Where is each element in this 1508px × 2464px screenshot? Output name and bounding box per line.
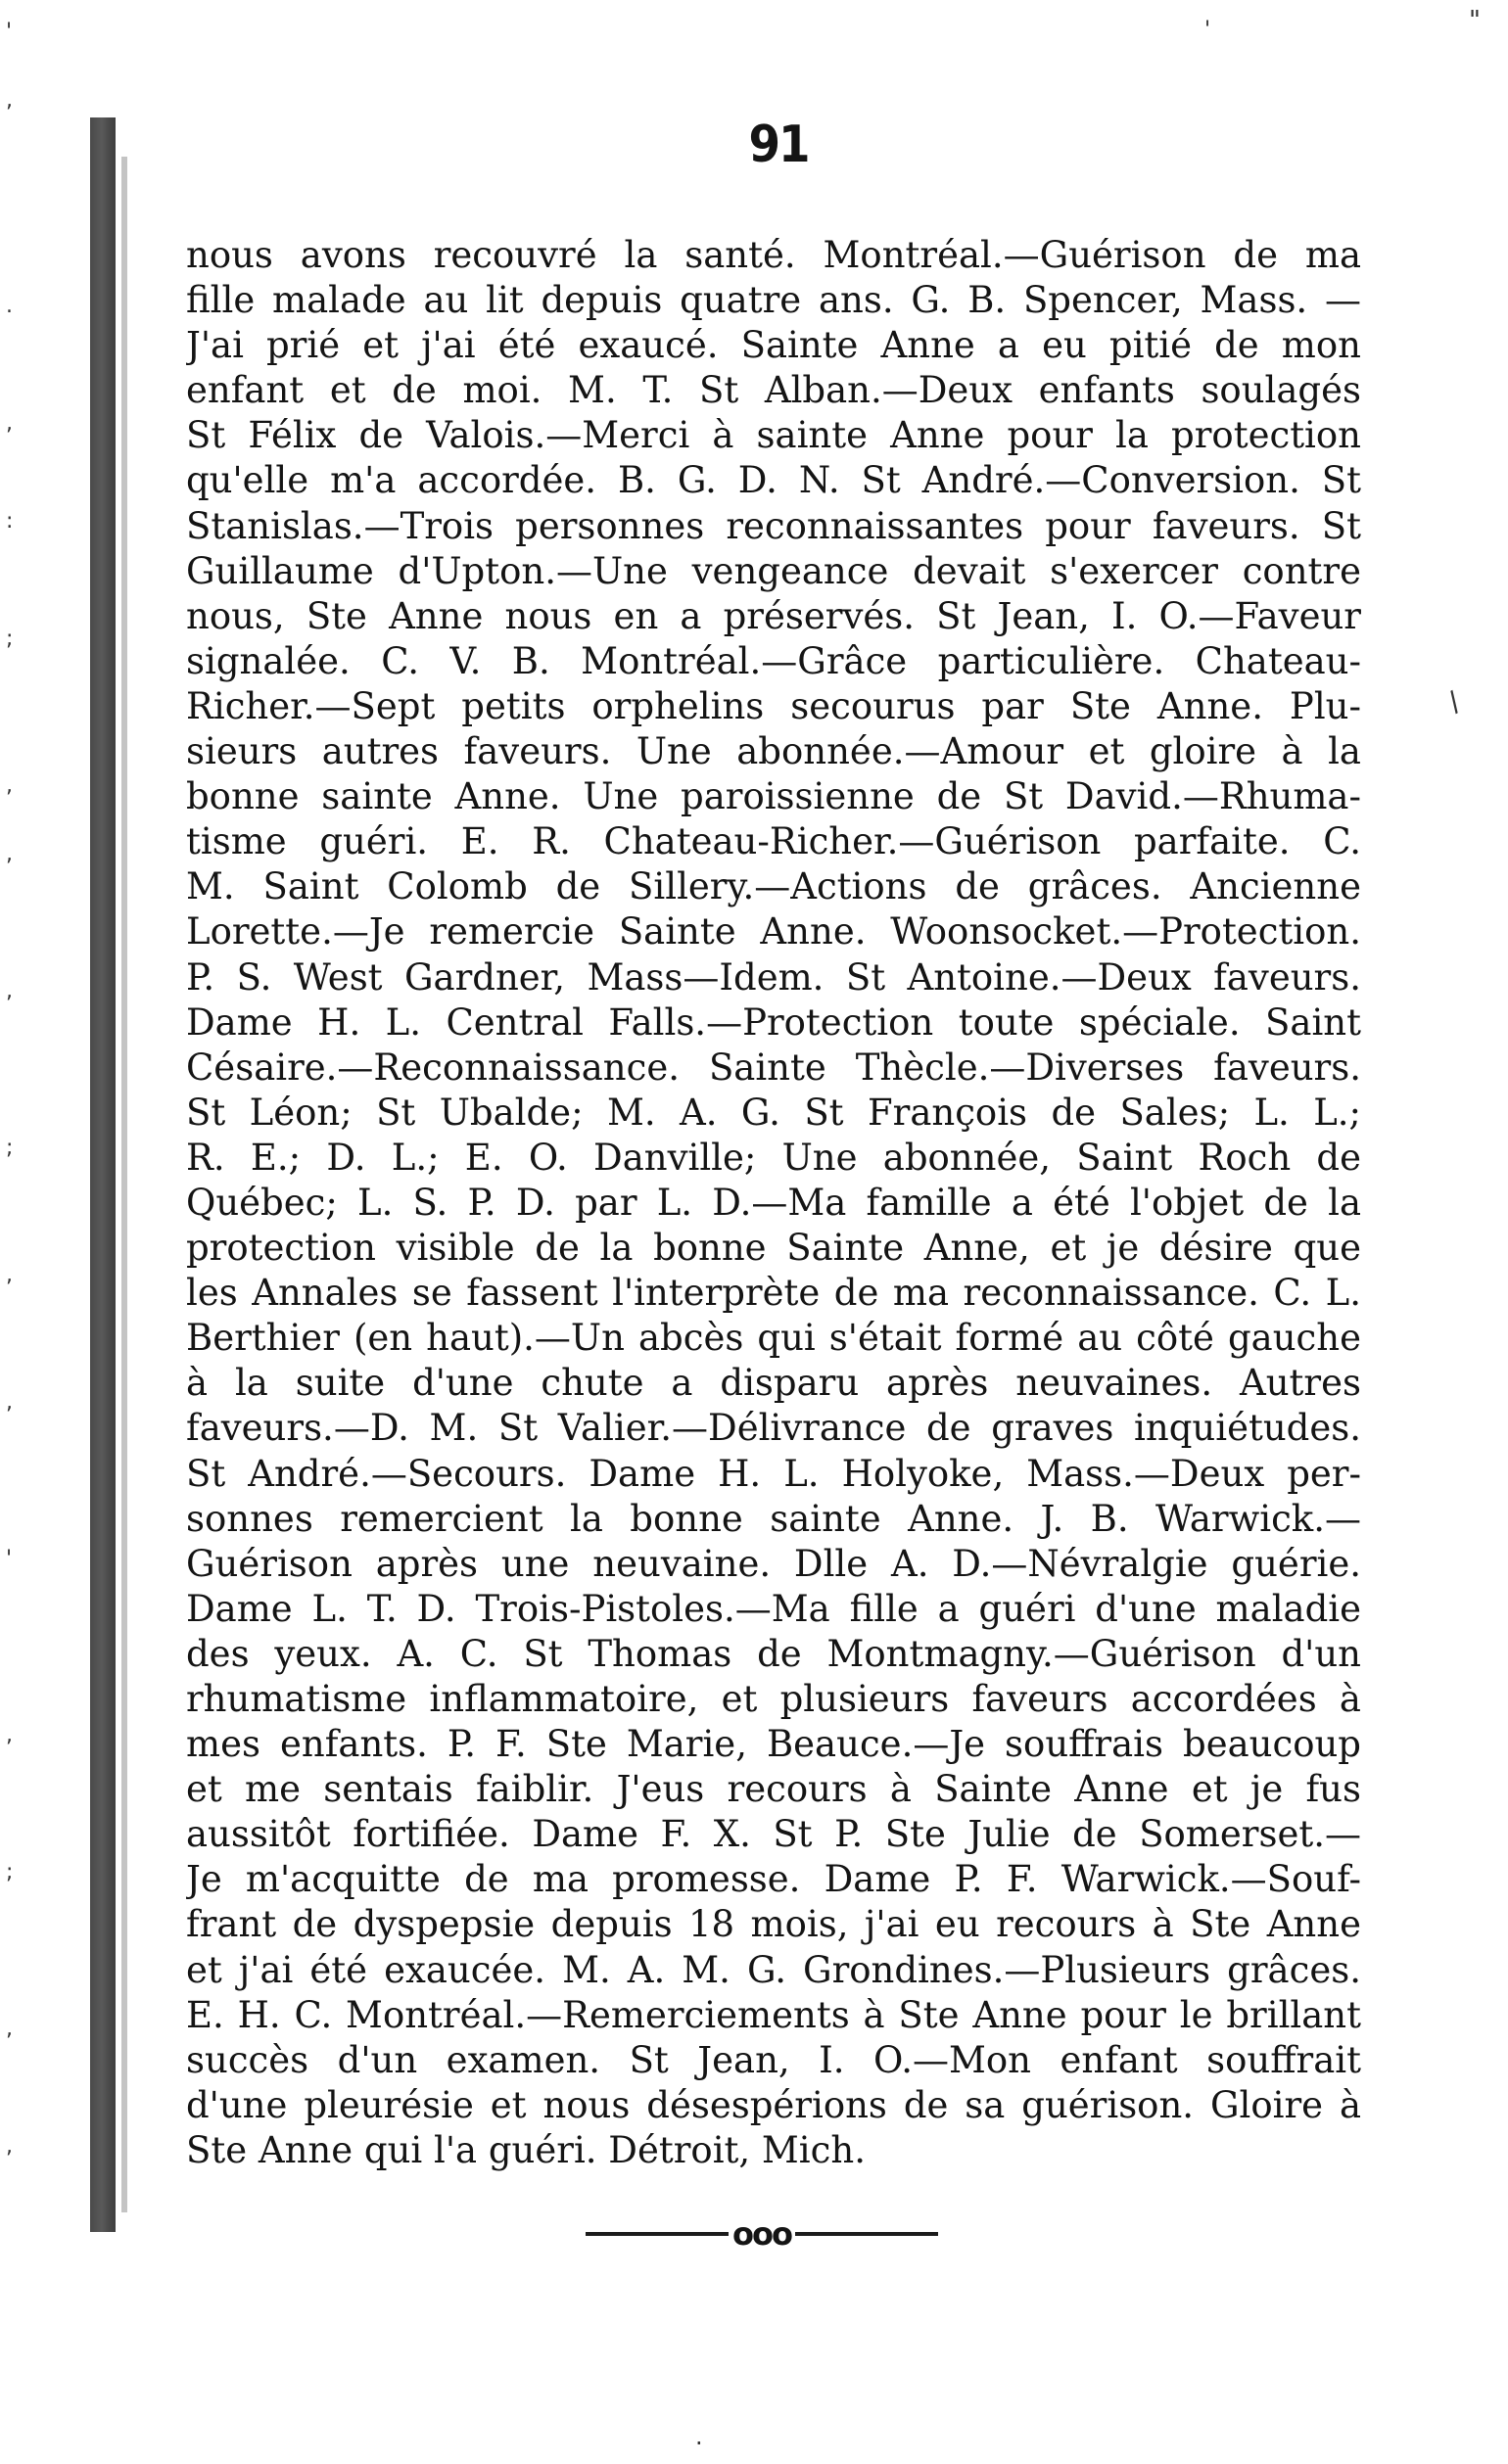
text-line: Lorette.—Je remercie Sainte Anne. Woonsocket.—Protection. <box>186 910 1361 953</box>
text-line: R. E.; D. L.; E. O. Danville; Une abonnée, Saint Roch de <box>186 1136 1361 1179</box>
text-line: M. Saint Colomb de Sillery.—Actions de grâces. Ancienne <box>186 865 1361 908</box>
text-line: Berthier (en haut).—Un abcès qui s'était formé au côté gauche <box>186 1317 1361 1360</box>
page-number: 91 <box>748 116 809 174</box>
text-line: des yeux. A. C. St Thomas de Montmagny.—Guérison d'un <box>186 1632 1361 1675</box>
text-line: Dame L. T. D. Trois-Pistoles.—Ma fille a guéri d'une maladie <box>186 1587 1361 1630</box>
text-line: Je m'acquitte de ma promesse. Dame P. F. Warwick.—Souf- <box>186 1858 1361 1901</box>
left-margin-specks: ' , . , : ; , , , ; , , ' , ; , , <box>6 20 14 2159</box>
speck-right-margin: / <box>1441 684 1467 719</box>
text-line: succès d'un examen. St Jean, I. O.—Mon enfant souffrait <box>186 2038 1361 2081</box>
text-line: et j'ai été exaucée. M. A. M. G. Grondines.—Plusieurs grâces. <box>186 1948 1361 1991</box>
speck-top-right: " <box>1469 6 1481 35</box>
text-line: Richer.—Sept petits orphelins secourus par Ste Anne. Plu- <box>186 684 1361 727</box>
end-divider <box>586 2214 938 2254</box>
divider-rule-left <box>586 2232 729 2236</box>
text-line: nous, Ste Anne nous en a préservés. St Jean, I. O.—Faveur <box>186 594 1361 637</box>
text-line: Ste Anne qui l'a guéri. Détroit, Mich. <box>186 2128 866 2171</box>
text-line: bonne sainte Anne. Une paroissienne de St David.—Rhuma- <box>186 775 1361 818</box>
text-line: Guillaume d'Upton.—Une vengeance devait s'exercer contre <box>186 549 1361 592</box>
text-line: fille malade au lit depuis quatre ans. G. B. Spencer, Mass. — <box>186 279 1361 322</box>
text-line: qu'elle m'a accordée. B. G. D. N. St André.—Conversion. St <box>186 459 1361 502</box>
text-line: protection visible de la bonne Sainte Anne, et je désire que <box>186 1227 1361 1270</box>
text-line: et me sentais faiblir. J'eus recours à Sainte Anne et je fus <box>186 1768 1361 1811</box>
text-line: St Félix de Valois.—Merci à sainte Anne pour la protection <box>186 414 1361 457</box>
text-line: Stanislas.—Trois personnes reconnaissantes pour faveurs. St <box>186 504 1361 547</box>
text-line: frant de dyspepsie depuis 18 mois, j'ai eu recours à Ste Anne <box>186 1903 1361 1946</box>
text-line: les Annales se fassent l'interprète de ma reconnaissance. C. L. <box>186 1272 1361 1315</box>
text-line: sonnes remercient la bonne sainte Anne. J. B. Warwick.— <box>186 1497 1361 1540</box>
body-text <box>186 233 1361 2173</box>
text-line: faveurs.—D. M. St Valier.—Délivrance de graves inquiétudes. <box>186 1407 1361 1450</box>
text-line: sieurs autres faveurs. Une abonnée.—Amour et gloire à la <box>186 730 1361 773</box>
page-binding-shadow <box>90 117 116 2232</box>
text-line: à la suite d'une chute a disparu après neuvaines. Autres <box>186 1362 1361 1405</box>
text-line: nous avons recouvré la santé. Montréal.—Guérison de ma <box>186 234 1361 276</box>
text-line: J'ai prié et j'ai été exaucé. Sainte Anne a eu pitié de mon <box>186 324 1361 367</box>
text-line: mes enfants. P. F. Ste Marie, Beauce.—Je souffrais beaucoup <box>186 1723 1361 1766</box>
text-line: rhumatisme inflammatoire, et plusieurs faveurs accordées à <box>186 1678 1361 1720</box>
text-line: Québec; L. S. P. D. par L. D.—Ma famille a été l'objet de la <box>186 1181 1361 1224</box>
speck-bottom: . <box>695 2423 703 2450</box>
speck-top-center: ' <box>1204 18 1211 42</box>
text-line: signalée. C. V. B. Montréal.—Grâce particulière. Chateau- <box>186 639 1361 682</box>
text-line: tisme guéri. E. R. Chateau-Richer.—Guérison parfaite. C. <box>186 820 1361 863</box>
text-line: E. H. C. Montréal.—Remerciements à Ste Anne pour le brillant <box>186 1993 1361 2036</box>
divider-rule-right <box>795 2232 938 2236</box>
text-line: St Léon; St Ubalde; M. A. G. St François de Sales; L. L.; <box>186 1091 1361 1134</box>
divider-ornament: ooo <box>732 2215 791 2253</box>
page-binding-edge <box>121 157 127 2212</box>
text-line: d'une pleurésie et nous désespérions de sa guérison. Gloire à <box>186 2083 1361 2126</box>
text-line: Césaire.—Reconnaissance. Sainte Thècle.—Diverses faveurs. <box>186 1046 1361 1089</box>
text-line: St André.—Secours. Dame H. L. Holyoke, Mass.—Deux per- <box>186 1452 1361 1495</box>
text-line: P. S. West Gardner, Mass—Idem. St Antoine.—Deux faveurs. <box>186 955 1361 999</box>
text-line: Guérison après une neuvaine. Dlle A. D.—Névralgie guérie. <box>186 1542 1361 1585</box>
text-line: aussitôt fortifiée. Dame F. X. St P. Ste Julie de Somerset.— <box>186 1813 1361 1856</box>
text-line: Dame H. L. Central Falls.—Protection toute spéciale. Saint <box>186 1000 1361 1044</box>
text-line: enfant et de moi. M. T. St Alban.—Deux enfants soulagés <box>186 369 1361 412</box>
